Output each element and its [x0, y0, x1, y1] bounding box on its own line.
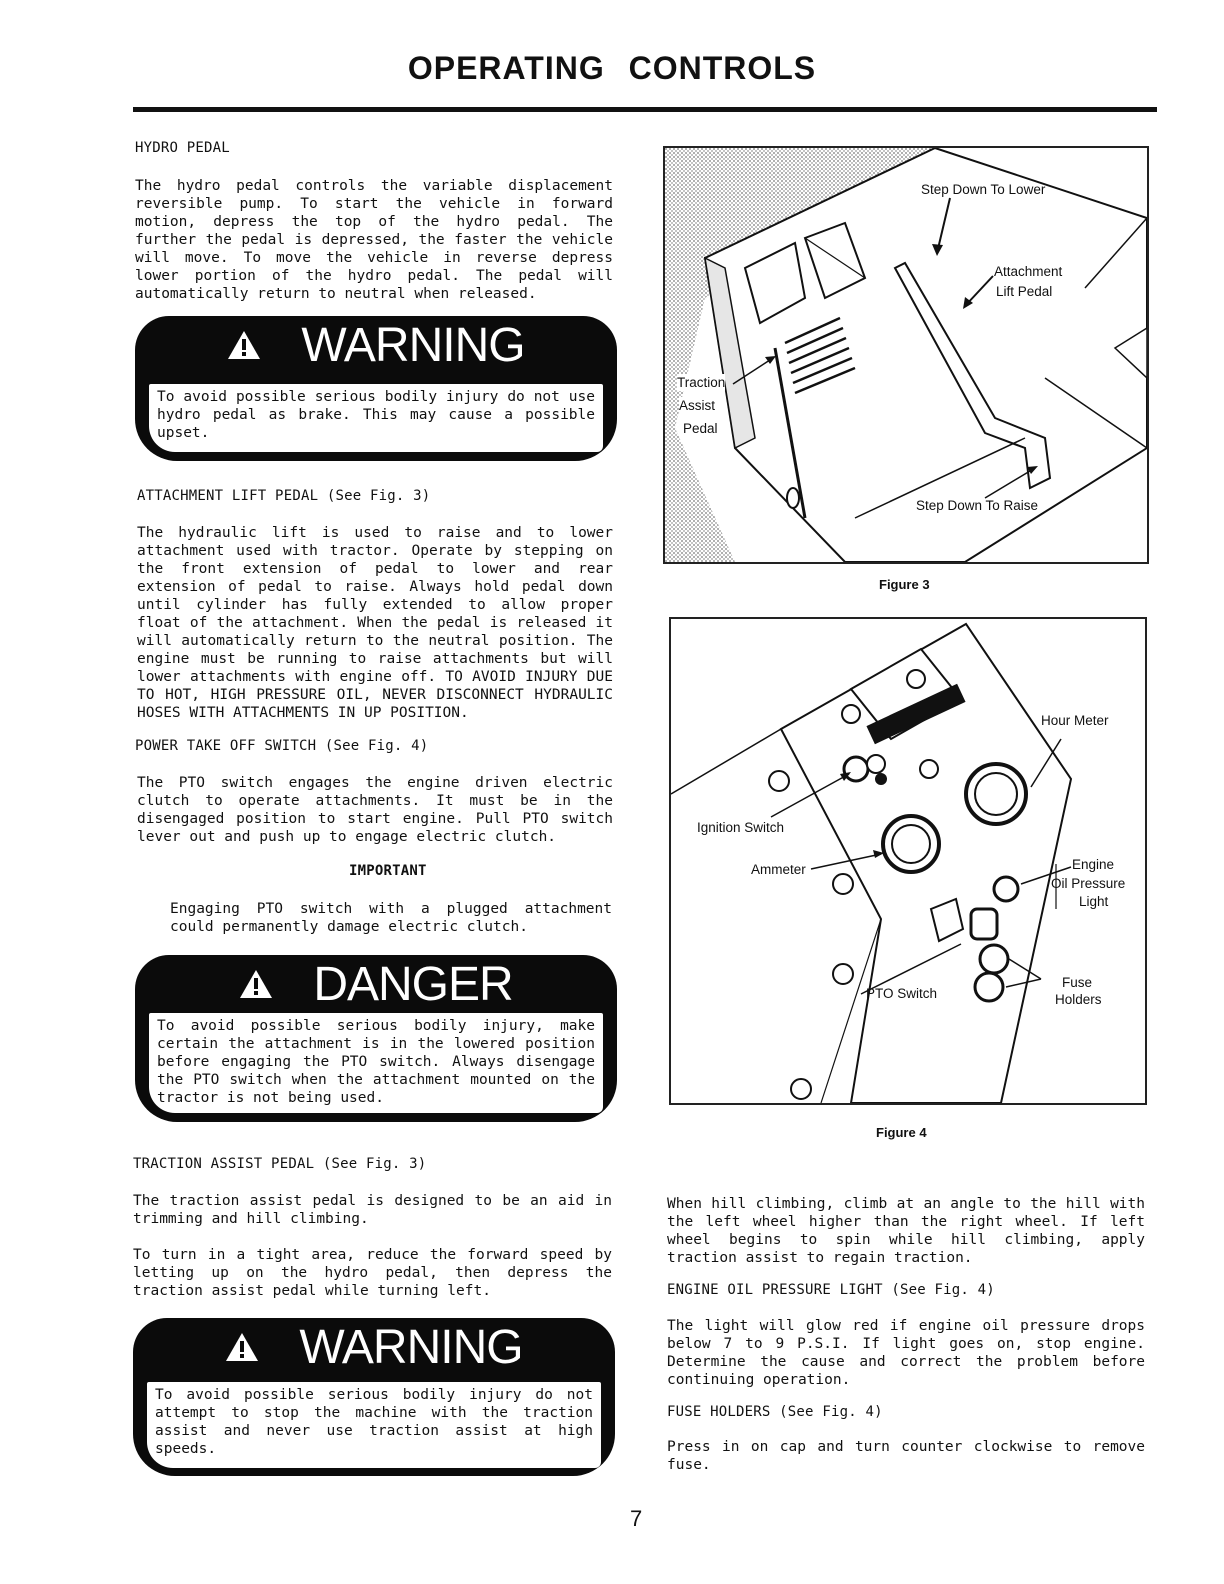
warning-box-1	[135, 316, 617, 461]
page-title: OPERATING CONTROLS	[407, 50, 817, 86]
callout-traction-1: Traction	[677, 375, 726, 390]
oil-pressure-heading: ENGINE OIL PRESSURE LIGHT (See Fig. 4)	[667, 1282, 995, 1298]
warning-header-2	[133, 1318, 615, 1376]
oil-pressure-text: The light will glow red if engine oil pressure drops below 7 to 9 P.S.I. If light goes on, stop engine. Determine the cause and correct the problem before continuing operation.	[667, 1318, 1145, 1388]
title-rule	[133, 107, 1157, 112]
callout-fuse-1: Fuse	[1062, 975, 1093, 990]
traction-assist-text-2: To turn in a tight area, reduce the forward speed by letting up on the hydro pedal, then depress the traction assist pedal while turning left.	[133, 1247, 612, 1299]
danger-header	[135, 955, 617, 1013]
callout-oil-3: Light	[1079, 894, 1109, 909]
danger-title: DANGER	[313, 957, 513, 1011]
warning-title-2: WARNING	[299, 1320, 523, 1374]
hydro-pedal-heading: HYDRO PEDAL	[135, 140, 230, 156]
callout-step-down-raise: Step Down To Raise	[916, 498, 1039, 513]
pto-text: The PTO switch engages the engine driven electric clutch to operate attachments. It must be in the disengaged position to start engine. Pull PTO switch lever out and push up to engage electric clutch.	[137, 775, 613, 845]
callout-fuse-2: Holders	[1055, 992, 1102, 1007]
callout-attachment-lift-1: Attachment	[994, 264, 1063, 279]
danger-text: To avoid possible serious bodily injury, make certain the attachment is in the lowered position before engaging the PTO switch. Always disengage the PTO switch when the attachment mounted on the tractor is not being used.	[149, 1013, 603, 1113]
callout-pto-switch: PTO Switch	[866, 986, 938, 1001]
warning-triangle-icon	[225, 1332, 259, 1362]
warning-header-1	[135, 316, 617, 374]
callout-step-down-lower: Step Down To Lower	[921, 182, 1046, 197]
danger-box	[135, 955, 617, 1122]
callout-oil-2: Oil Pressure	[1051, 876, 1126, 891]
warning-triangle-icon	[227, 330, 261, 360]
traction-assist-heading: TRACTION ASSIST PEDAL (See Fig. 3)	[133, 1156, 427, 1172]
important-text: Engaging PTO switch with a plugged attachment could permanently damage electric clutch.	[170, 901, 612, 935]
fuse-holders-text: Press in on cap and turn counter clockwise to remove fuse.	[667, 1439, 1145, 1473]
callout-oil-1: Engine	[1072, 857, 1115, 872]
callout-attachment-lift-2: Lift Pedal	[996, 284, 1053, 299]
fuse-holders-heading: FUSE HOLDERS (See Fig. 4)	[667, 1404, 883, 1420]
warning-text-2: To avoid possible serious bodily injury do not attempt to stop the machine with the traction assist and never use traction assist at high speeds.	[147, 1382, 601, 1468]
hydro-pedal-text: The hydro pedal controls the variable displacement reversible pump. To start the vehicle in forward motion, depress the top of the hydro pedal. The further the pedal is depressed, the faster the vehicle will move. To move the vehicle in reverse depress lower portion of the hydro pedal. The pedal will automatically return to neutral when released.	[135, 178, 613, 302]
figure-3-illustration	[663, 146, 1149, 564]
figure-4-illustration	[669, 617, 1147, 1105]
warning-text-1: To avoid possible serious bodily injury do not use hydro pedal as brake. This may cause a possible upset.	[149, 384, 603, 452]
important-label: IMPORTANT	[349, 863, 427, 879]
callout-ignition-switch: Ignition Switch	[697, 820, 785, 835]
traction-assist-text-1: The traction assist pedal is designed to be an aid in trimming and hill climbing.	[133, 1193, 612, 1227]
attachment-lift-text: The hydraulic lift is used to raise and to lower attachment used with tractor. Operate by stepping on the front extension of pedal to lower and rear extension of pedal to raise. Always hold pedal down until cylinder has fully extended to allow proper float of the attachment. When the pedal is released it will automatically return to the neutral position. The engine must be running to raise attachments but will lower attachments with engine off. TO AVOID INJURY DUE TO HOT, HIGH PRESSURE OIL, NEVER DISCONNECT HYDRAULIC HOSES WITH ATTACHMENTS IN UP POSITION.	[137, 525, 613, 721]
callout-hour-meter: Hour Meter	[1041, 713, 1109, 728]
figure-3-caption: Figure 3	[879, 577, 930, 592]
callout-traction-2: Assist	[679, 398, 716, 413]
figure-4-caption: Figure 4	[876, 1125, 927, 1140]
attachment-lift-heading: ATTACHMENT LIFT PEDAL (See Fig. 3)	[137, 488, 431, 504]
figure-3-drawing	[665, 148, 1147, 562]
pto-heading: POWER TAKE OFF SWITCH (See Fig. 4)	[135, 738, 429, 754]
callout-ammeter: Ammeter	[751, 862, 806, 877]
warning-box-2	[133, 1318, 615, 1476]
hill-climbing-text: When hill climbing, climb at an angle to the hill with the left wheel higher than the right wheel. If left wheel begins to spin while hill climbing, apply traction assist to regain traction.	[667, 1196, 1145, 1266]
warning-title-1: WARNING	[301, 318, 525, 372]
callout-traction-3: Pedal	[683, 421, 718, 436]
page-number: 7	[630, 1506, 643, 1531]
warning-triangle-icon	[239, 969, 273, 999]
